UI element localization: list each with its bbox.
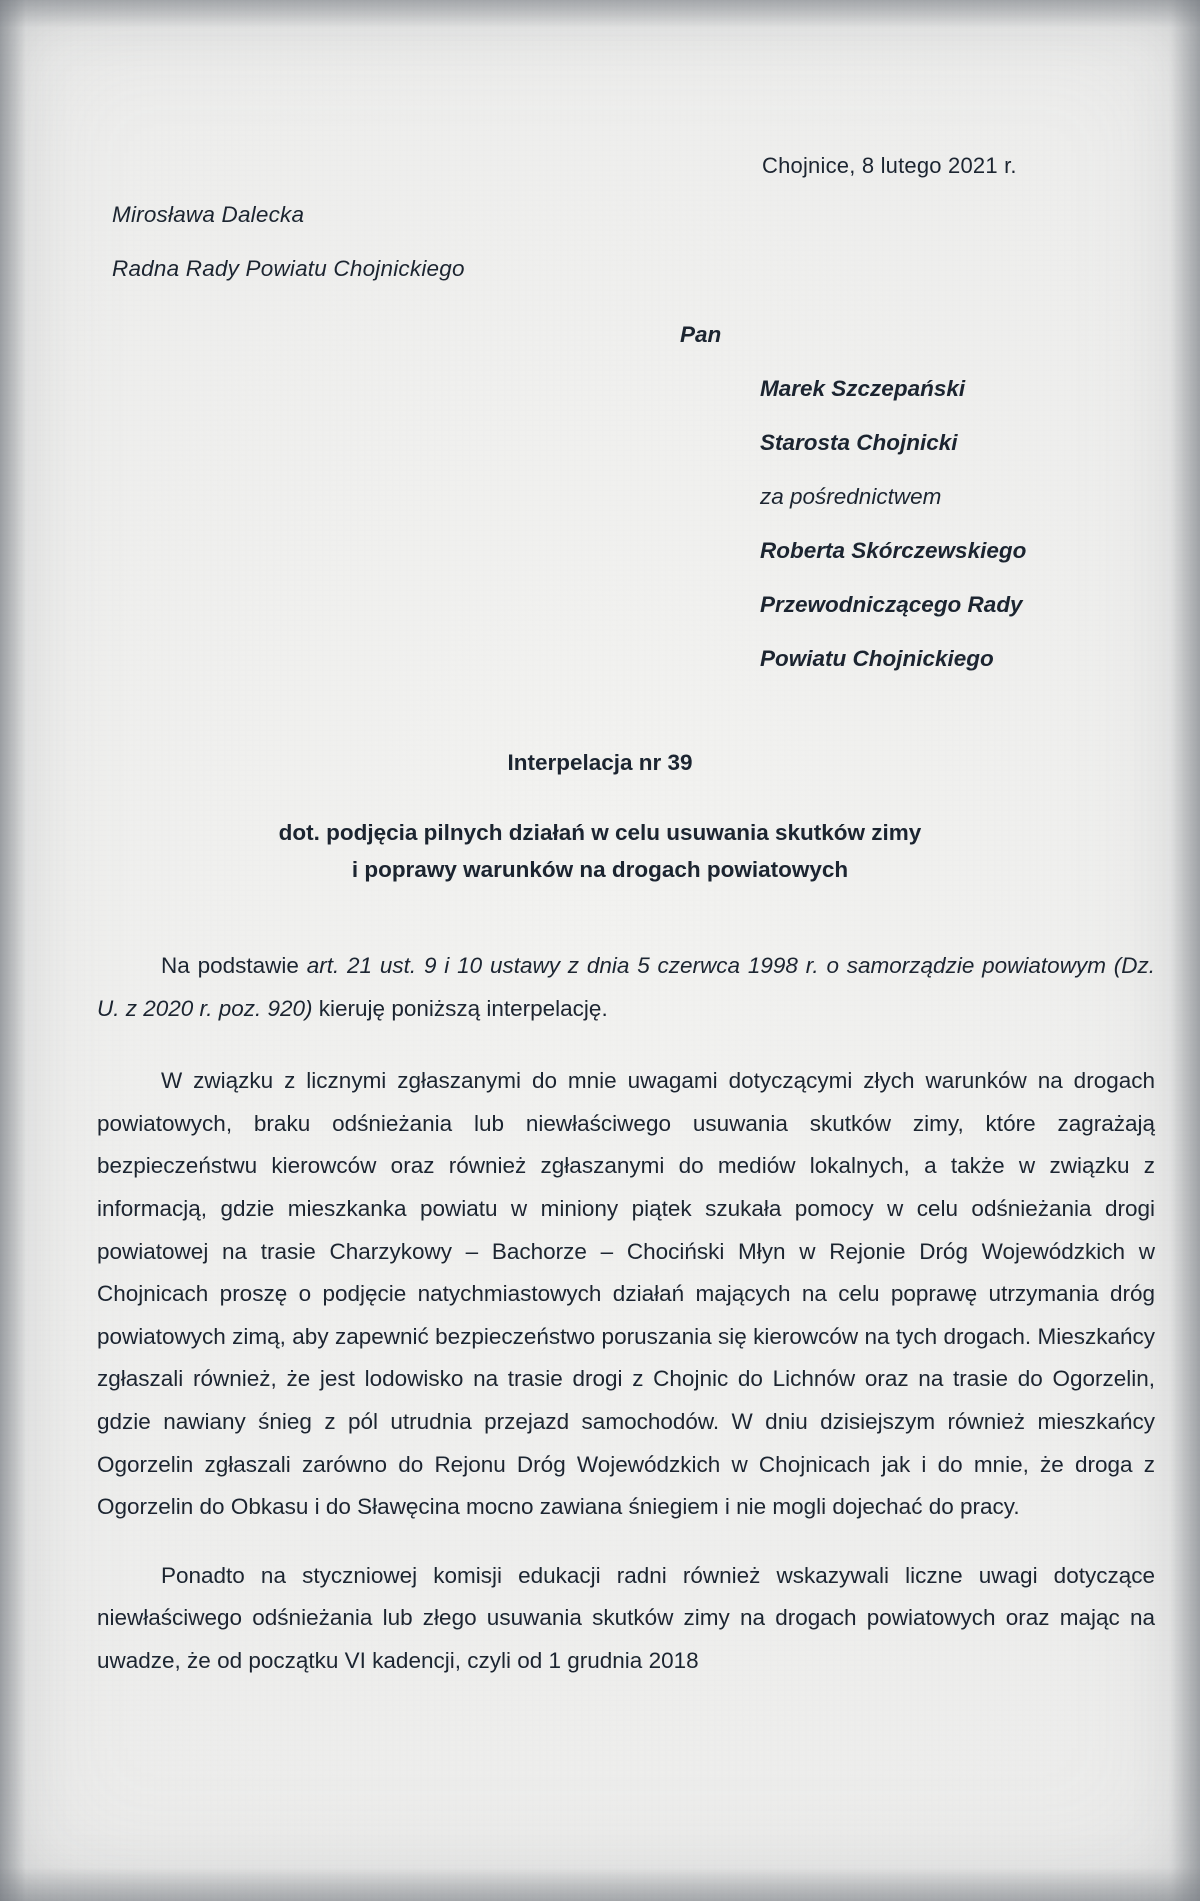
sender-block <box>112 202 465 282</box>
addressee-block <box>680 308 1026 686</box>
addressee-via-title-1: Przewodniczącego Rady <box>760 592 1023 617</box>
interpellation-subject-line-2: i poprawy warunków na drogach powiatowych <box>351 857 849 882</box>
addressee-via: za pośrednictwem <box>760 484 942 509</box>
sender-role: Radna Rady Powiatu Chojnickiego <box>112 256 465 281</box>
sender-name: Mirosława Dalecka <box>112 202 305 227</box>
paragraph-additional: Ponadto na styczniowej komisji edukacji radni również wskazywali liczne uwagi dotyczące niewłaściwego odśnieżania lub złego usuwania skutków zimy na drogach powiatowych oraz mając na uwadze, że od początku VI kadencji, czyli od 1 grudnia 2018 <box>97 1562 1155 1673</box>
addressee-salutation: Pan <box>680 322 722 347</box>
document-body <box>97 945 1155 1709</box>
addressee-name: Marek Szczepański <box>760 376 966 401</box>
paragraph-legal-basis <box>97 945 1155 1030</box>
legal-basis-citation: art. 21 ust. 9 i 10 ustawy z dnia 5 czerwca 1998 r. o samorządzie powiatowym (Dz. U. z 2020 r. poz. 920) <box>97 953 1155 1021</box>
date-line: Chojnice, 8 lutego 2021 r. <box>762 153 1017 178</box>
addressee-via-title-2: Powiatu Chojnickiego <box>760 646 994 671</box>
interpellation-subject-line-1: dot. podjęcia pilnych działań w celu usuwania skutków zimy <box>278 820 922 845</box>
legal-basis-suffix: kieruję poniższą interpelację. <box>312 995 608 1021</box>
addressee-via-name: Roberta Skórczewskiego <box>760 538 1027 563</box>
document-title-block <box>0 750 1200 888</box>
interpellation-number: Interpelacja nr 39 <box>507 750 693 775</box>
paragraph-main: W związku z licznymi zgłaszanymi do mnie uwagami dotyczącymi złych warunków na drogach powiatowych, braku odśnieżania lub niewłaściwego usuwania skutków zimy, które zagrażają bezpieczeństwu kierowców oraz również zgłaszanymi do mediów lokalnych, a także w związku z informacją, gdzie mieszkanka powiatu w miniony piątek szukała pomocy w celu odśnieżania drogi powiatowej na trasie Charzykowy – Bachorze – Chociński Młyn w Rejonie Dróg Wojewódzkich w Chojnicach proszę o podjęcie natychmiastowych działań mających na celu poprawę utrzymania dróg powiatowych zimą, aby zapewnić bezpieczeństwo poruszania się kierowców na tych drogach. Mieszkańcy zgłaszali również, że jest lodowisko na trasie drogi z Chojnic do Lichnów oraz na trasie do Ogorzelin, gdzie nawiany śnieg z pól utrudnia przejazd samochodów. W dniu dzisiejszym również mieszkańcy Ogorzelin zgłaszali zarówno do Rejonu Dróg Wojewódzkich w Chojnicach jak i do mnie, że droga z Ogorzelin do Obkasu i do Sławęcina mocno zawiana śniegiem i nie mogli dojechać do pracy. <box>97 1068 1155 1520</box>
legal-basis-prefix: Na podstawie <box>161 953 307 978</box>
addressee-title: Starosta Chojnicki <box>760 430 958 455</box>
interpellation-subject <box>0 814 1200 888</box>
